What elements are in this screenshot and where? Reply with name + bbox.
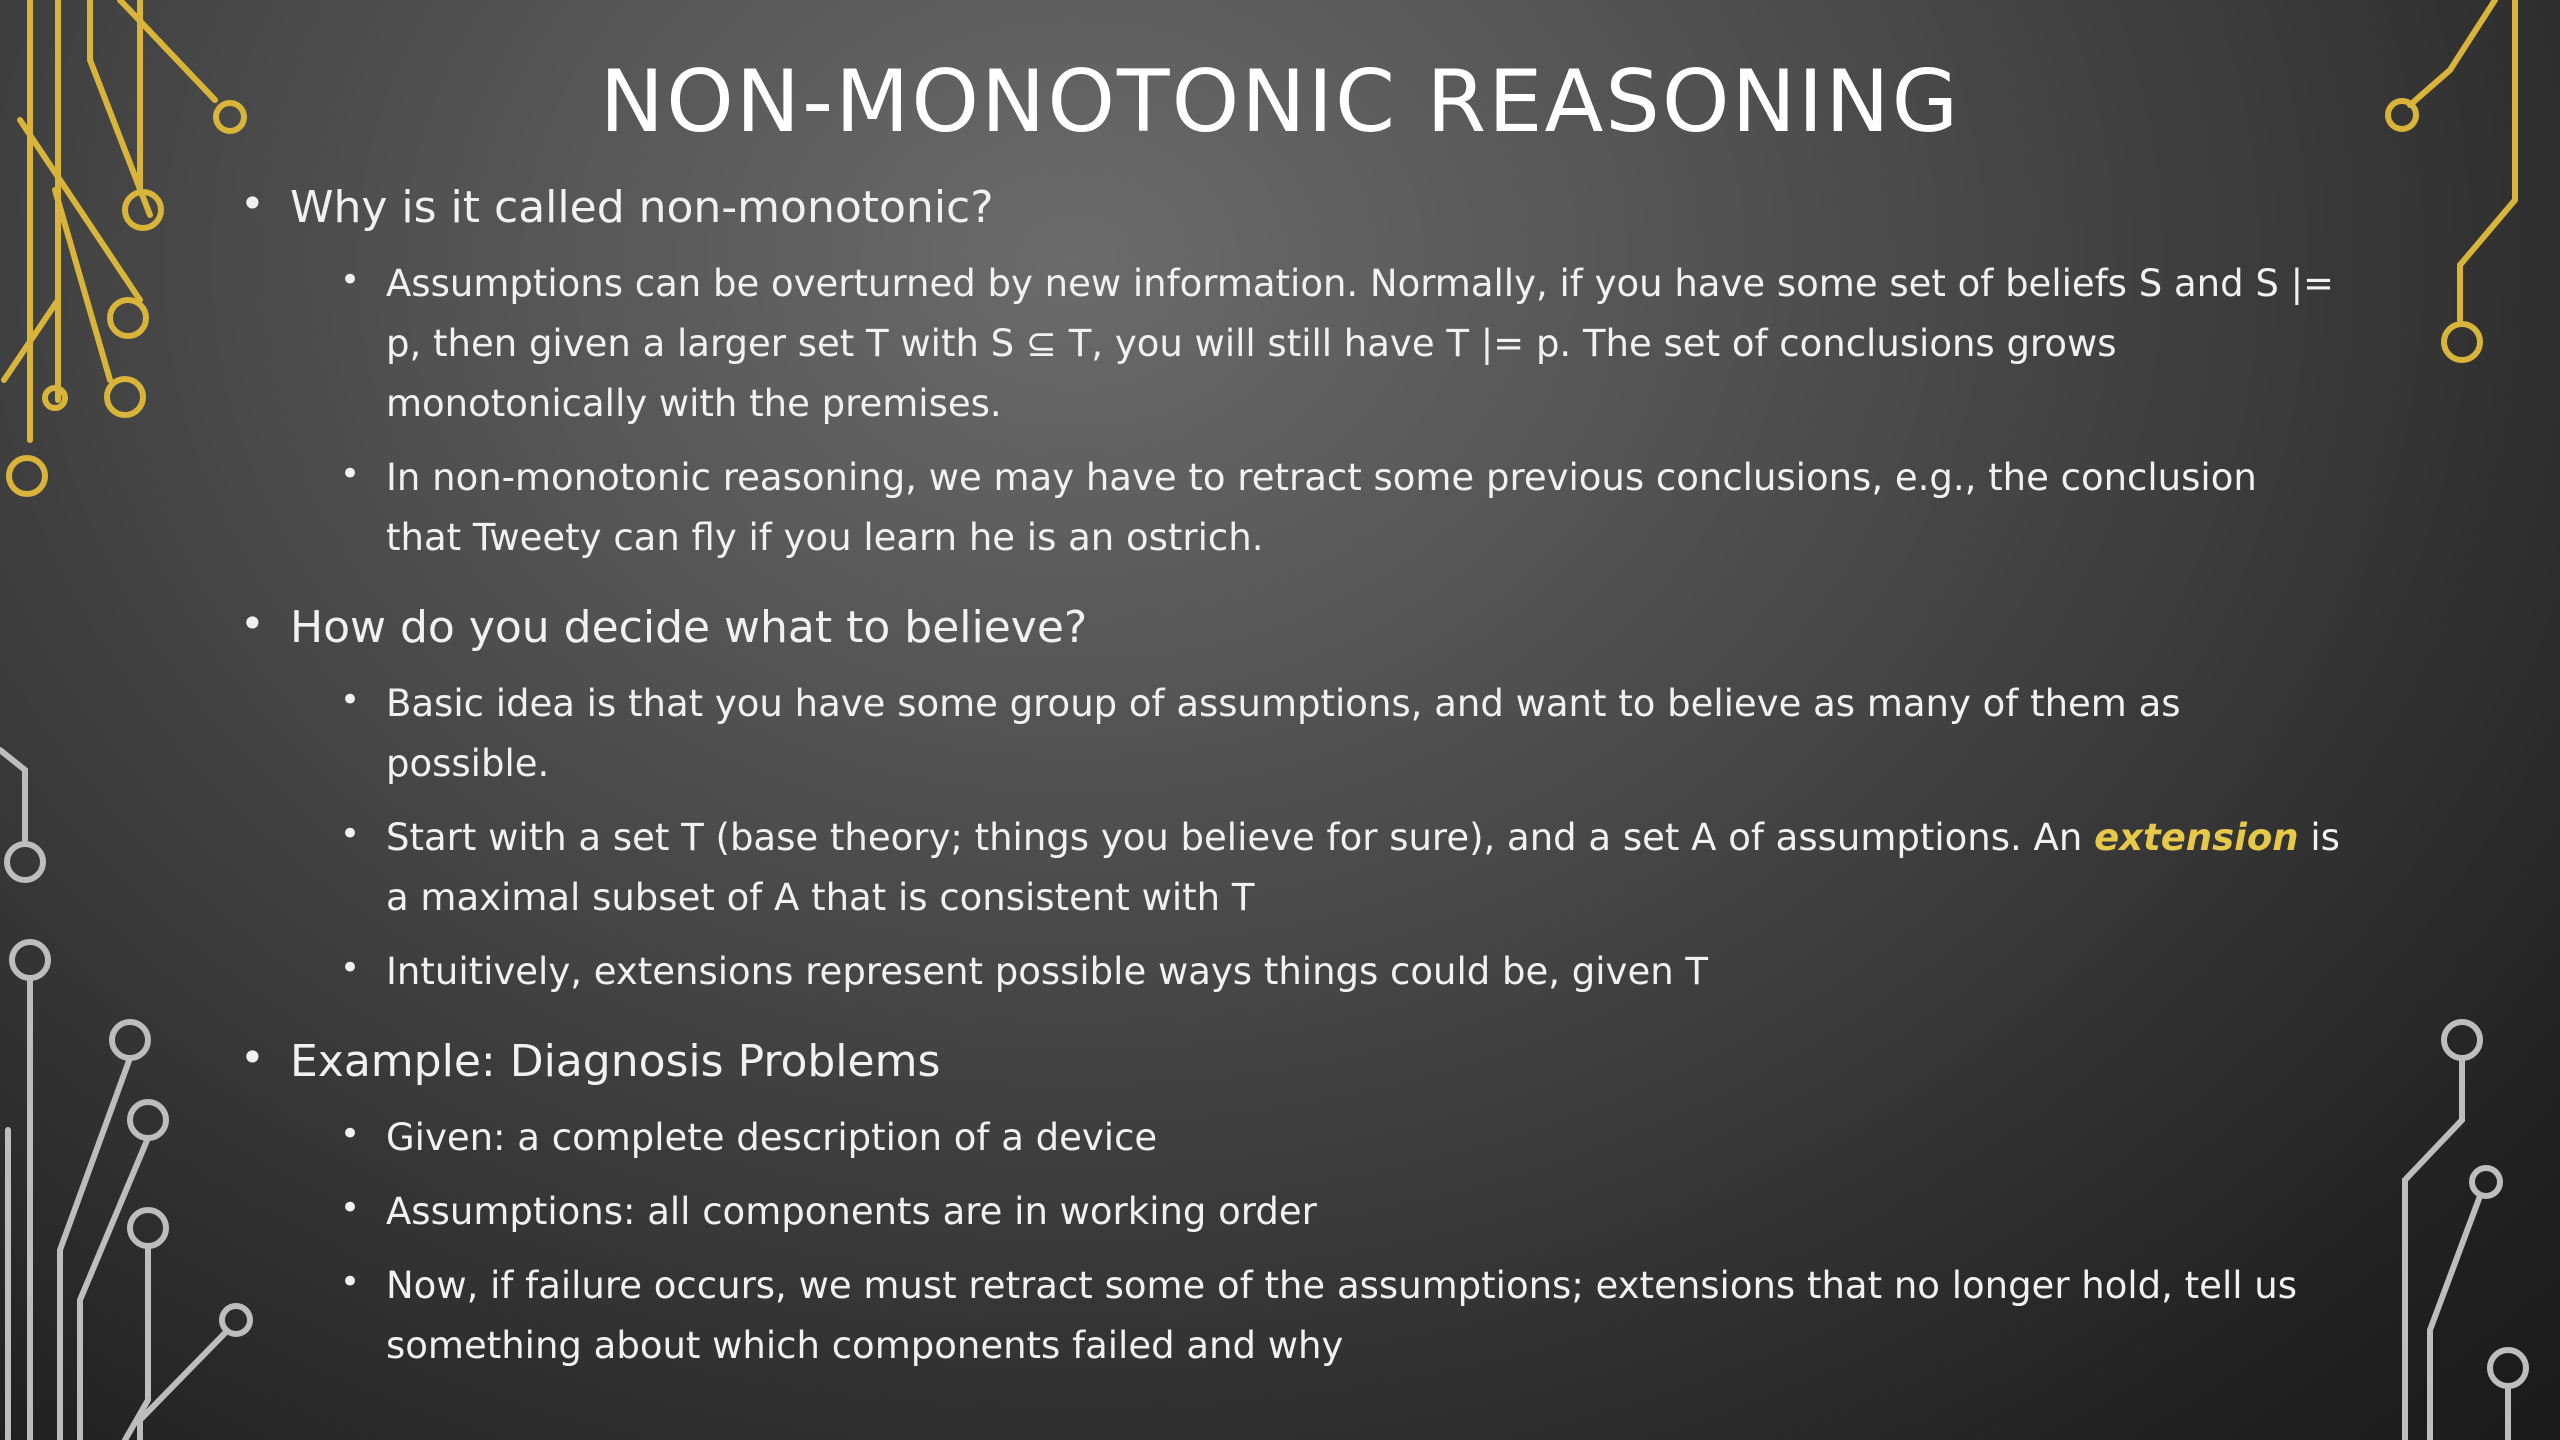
circuit-trace (2405, 1058, 2462, 1440)
circuit-trace (2460, 0, 2515, 320)
circuit-trace (125, 1246, 148, 1440)
bullet-icon: • (340, 1262, 361, 1302)
circuit-trace (60, 1058, 130, 1440)
section-heading: • Why is it called non-monotonic? (240, 178, 2340, 238)
bullet-icon: • (340, 1188, 361, 1228)
circuit-node (2472, 1168, 2500, 1196)
circuit-node (7, 844, 43, 880)
list-item (340, 808, 2340, 928)
list-item (340, 1256, 2340, 1376)
bullet-text-before: Start with a set T (base theory; things you believe for sure), and a set A of assumptions. An (386, 816, 2095, 859)
circuit-node (112, 1022, 148, 1058)
bullet-icon: • (340, 948, 361, 988)
bullet-icon: • (340, 454, 361, 494)
bullet-text: Now, if failure occurs, we must retract some of the assumptions; extensions that no longer hold, tell us something about which components failed and why (386, 1264, 2297, 1367)
circuit-node (130, 1210, 166, 1246)
bullet-icon: • (340, 1114, 361, 1154)
circuit-trace (2430, 1196, 2480, 1440)
circuit-trace (0, 750, 25, 840)
circuit-node (2490, 1350, 2526, 1386)
bullet-text: Basic idea is that you have some group of assumptions, and want to believe as many of them as possible. (386, 682, 2181, 785)
extension-term: extension (2094, 816, 2299, 859)
section-heading: • How do you decide what to believe? (240, 598, 2340, 658)
slide-body (240, 178, 2340, 1376)
bullet-text: Intuitively, extensions represent possible ways things could be, given T (386, 950, 1709, 993)
circuit-node (130, 1102, 166, 1138)
circuit-node (9, 458, 45, 494)
section-heading: • Example: Diagnosis Problems (240, 1032, 2340, 1092)
bullet-icon: • (340, 680, 361, 720)
bullet-icon: • (340, 814, 361, 854)
bullet-icon: • (340, 260, 361, 300)
list-item (340, 448, 2340, 568)
circuit-node (12, 942, 48, 978)
bullet-text: In non-monotonic reasoning, we may have to retract some previous conclusions, e.g., the conclusion that Tweety can fly if you learn he is an ostrich. (386, 456, 2257, 559)
circuit-node (110, 300, 146, 336)
circuit-trace (80, 1138, 148, 1440)
circuit-node (2444, 324, 2480, 360)
bullet-text: Assumptions can be overturned by new information. Normally, if you have some set of beliefs S and S |= p, then given a larger set T with S ⊆ T, you will still have T |= p. The set of conclusions grows monotonically with the premises. (386, 262, 2335, 425)
circuit-node (107, 379, 143, 415)
circuit-node (2444, 1022, 2480, 1058)
bullet-text-after: is a maximal subset of A that is consistent with T (386, 816, 2340, 919)
bullet-text: Given: a complete description of a device (386, 1116, 1158, 1159)
list-item (340, 942, 2340, 1002)
list-item (340, 1108, 2340, 1168)
circuit-trace (140, 1332, 226, 1440)
list-item (340, 674, 2340, 794)
bullet-text: Assumptions: all components are in working order (386, 1190, 1317, 1233)
list-item (340, 1182, 2340, 1242)
slide-title: NON-MONOTONIC REASONING (599, 52, 1961, 152)
list-item (340, 254, 2340, 434)
